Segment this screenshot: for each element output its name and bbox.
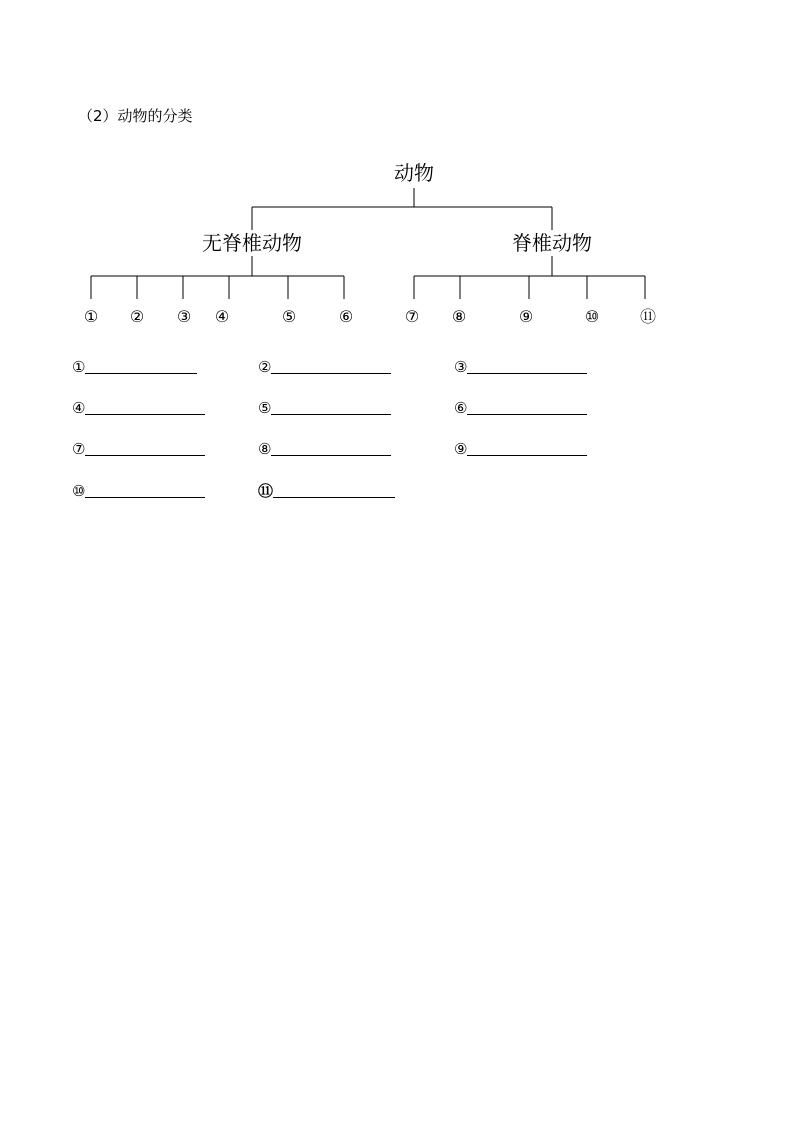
leaf-label: ③ bbox=[176, 307, 192, 326]
leaf-label: ⑧ bbox=[451, 307, 467, 326]
answer-number: ⑨ bbox=[454, 440, 468, 458]
leaf-label: ⑪ bbox=[639, 307, 657, 326]
answer-number: ⑤ bbox=[258, 399, 272, 417]
answer-number: ① bbox=[72, 358, 86, 376]
leaf-label: ⑨ bbox=[518, 307, 534, 326]
answer-blank[interactable] bbox=[258, 480, 395, 500]
leaf-label: ④ bbox=[214, 307, 230, 326]
leaf-label: ⑦ bbox=[404, 307, 420, 326]
answer-blank[interactable] bbox=[72, 480, 205, 500]
answer-underline[interactable] bbox=[271, 454, 391, 456]
answer-blank[interactable] bbox=[454, 438, 587, 458]
answer-number: ② bbox=[258, 358, 272, 376]
answer-number: ⑥ bbox=[454, 399, 468, 417]
answer-underline[interactable] bbox=[271, 372, 391, 374]
answer-blank[interactable] bbox=[258, 397, 391, 417]
leaf-label: ② bbox=[129, 307, 145, 326]
answer-underline[interactable] bbox=[467, 372, 587, 374]
answer-underline[interactable] bbox=[273, 496, 395, 498]
answer-blank[interactable] bbox=[72, 356, 197, 376]
answer-number: ③ bbox=[454, 358, 468, 376]
leaf-label: ⑩ bbox=[584, 307, 600, 326]
vertebrate-node-label: 脊椎动物 bbox=[512, 231, 592, 255]
root-node-label: 动物 bbox=[394, 161, 434, 185]
answer-underline[interactable] bbox=[467, 454, 587, 456]
invertebrate-node-label: 无脊椎动物 bbox=[202, 231, 302, 255]
answer-number: ⑦ bbox=[72, 440, 86, 458]
answer-blank[interactable] bbox=[72, 397, 205, 417]
answer-number: ⑪ bbox=[258, 482, 274, 500]
answer-underline[interactable] bbox=[85, 413, 205, 415]
answer-blank[interactable] bbox=[72, 438, 205, 458]
answer-blank[interactable] bbox=[454, 356, 587, 376]
answer-underline[interactable] bbox=[467, 413, 587, 415]
answer-number: ⑧ bbox=[258, 440, 272, 458]
answer-underline[interactable] bbox=[85, 372, 197, 374]
leaf-label: ⑤ bbox=[281, 307, 297, 326]
answer-blank[interactable] bbox=[454, 397, 587, 417]
answer-number: ⑩ bbox=[72, 482, 86, 500]
answer-number: ④ bbox=[72, 399, 86, 417]
answer-underline[interactable] bbox=[271, 413, 391, 415]
answer-underline[interactable] bbox=[85, 496, 205, 498]
leaf-label: ① bbox=[83, 307, 99, 326]
leaf-label: ⑥ bbox=[338, 307, 354, 326]
answer-underline[interactable] bbox=[85, 454, 205, 456]
answer-blank[interactable] bbox=[258, 356, 391, 376]
section-title: （2）动物的分类 bbox=[78, 107, 193, 125]
answer-blank[interactable] bbox=[258, 438, 391, 458]
